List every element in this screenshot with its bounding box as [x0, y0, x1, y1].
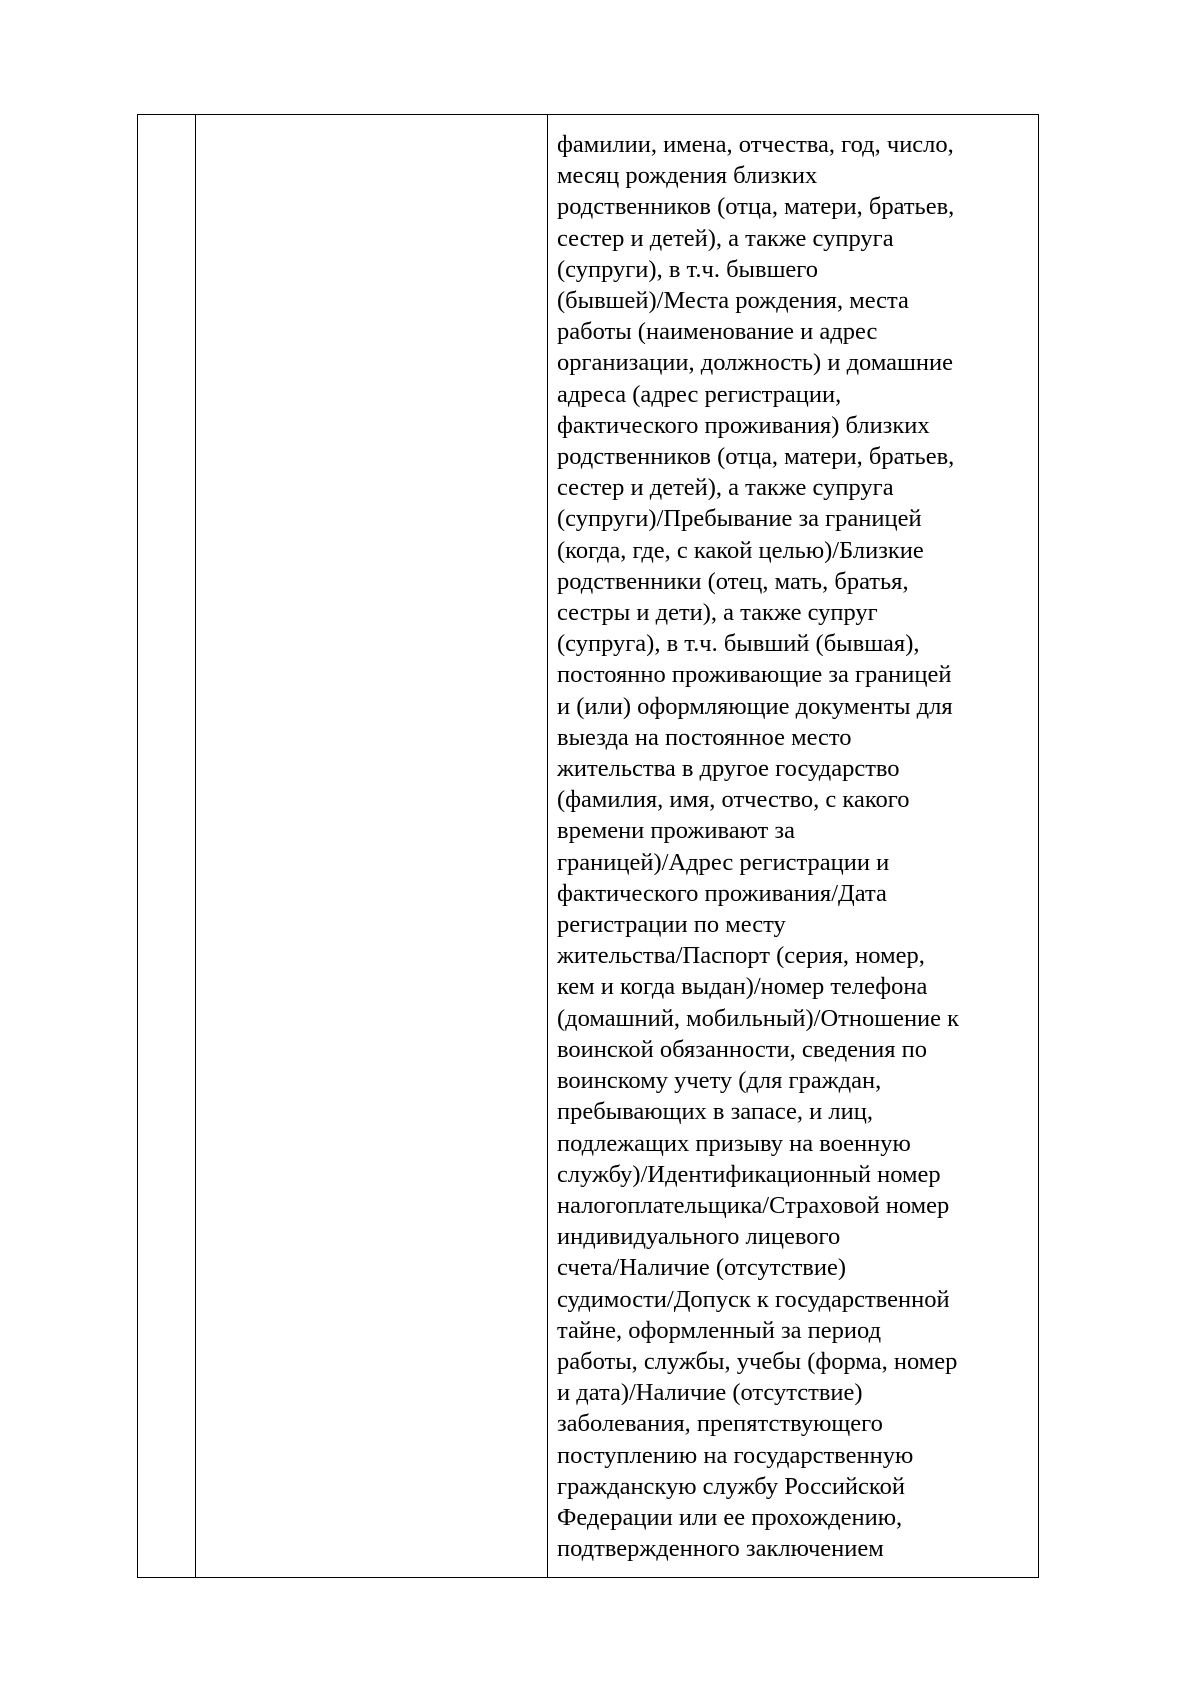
cell-text-line: работы, службы, учебы (форма, номер: [557, 1347, 958, 1375]
cell-text-line: подлежащих призыву на военную: [557, 1129, 911, 1157]
cell-text-line: (супруги), в т.ч. бывшего: [557, 255, 818, 283]
cell-text-line: родственников (отца, матери, братьев,: [557, 443, 955, 471]
cell-text-line: кем и когда выдан)/номер телефона: [557, 973, 928, 1001]
cell-text-line: жительства/Паспорт (серия, номер,: [557, 942, 925, 970]
cell-text-line: заболевания, препятствующего: [557, 1410, 883, 1438]
cell-text-line: (домашний, мобильный)/Отношение к: [557, 1004, 960, 1032]
cell-text-line: тайне, оформленный за период: [557, 1316, 882, 1344]
cell-text-line: родственники (отец, мать, братья,: [557, 567, 909, 595]
cell-text-line: воинской обязанности, сведения по: [557, 1035, 928, 1063]
cell-text-line: сестры и дети), а также супруг: [557, 599, 878, 627]
cell-text-line: жительства в другое государство: [557, 755, 900, 783]
cell-text-line: фактического проживания/Дата: [557, 879, 887, 907]
column-divider-2: [547, 115, 548, 1577]
cell-text-line: (когда, где, с какой целью)/Близкие: [557, 536, 924, 564]
cell-text-line: (супруга), в т.ч. бывший (бывшая),: [557, 630, 920, 658]
cell-text-line: гражданскую службу Российской: [557, 1472, 905, 1500]
cell-text-line: и (или) оформляющие документы для: [557, 692, 953, 720]
cell-text-line: родственников (отца, матери, братьев,: [557, 193, 955, 221]
cell-text-line: работы (наименование и адрес: [557, 318, 878, 346]
cell-text-line: постоянно проживающие за границей: [557, 661, 952, 689]
cell-text-line: фактического проживания) близких: [557, 411, 930, 439]
cell-text-line: поступлению на государственную: [557, 1441, 914, 1469]
cell-text-line: подтвержденного заключением: [557, 1535, 884, 1563]
cell-text-line: (фамилия, имя, отчество, с какого: [557, 786, 910, 814]
cell-text-line: воинскому учету (для граждан,: [557, 1067, 882, 1095]
cell-text-line: регистрации по месту: [557, 911, 786, 939]
cell-text-line: судимости/Допуск к государственной: [557, 1285, 950, 1313]
cell-text-line: сестер и детей), а также супруга: [557, 474, 894, 502]
cell-text-line: сестер и детей), а также супруга: [557, 224, 894, 252]
cell-text-line: и дата)/Наличие (отсутствие): [557, 1379, 863, 1407]
cell-text-line: месяц рождения близких: [557, 162, 818, 190]
cell-text-line: Федерации или ее прохождению,: [557, 1503, 903, 1531]
cell-text-line: (супруги)/Пребывание за границей: [557, 505, 922, 533]
cell-text-line: границей)/Адрес регистрации и: [557, 848, 890, 876]
cell-text-line: счета/Наличие (отсутствие): [557, 1254, 847, 1282]
cell-text-line: пребывающих в запасе, и лиц,: [557, 1098, 873, 1126]
document-table: [137, 114, 1039, 1578]
column-divider-1: [195, 115, 196, 1577]
cell-text-line: адреса (адрес регистрации,: [557, 380, 842, 408]
cell-text-line: (бывшей)/Места рождения, места: [557, 287, 909, 315]
cell-text-line: организации, должность) и домашние: [557, 349, 953, 377]
cell-text-line: налогоплательщика/Страховой номер: [557, 1191, 950, 1219]
cell-text-line: индивидуального лицевого: [557, 1223, 841, 1251]
table-cell-personal-data-text: [557, 129, 1029, 1564]
cell-text-line: службу)/Идентификационный номер: [557, 1160, 941, 1188]
cell-text-line: фамилии, имена, отчества, год, число,: [557, 131, 954, 158]
cell-text-line: времени проживают за: [557, 817, 795, 845]
cell-text-line: выезда на постоянное место: [557, 723, 852, 751]
